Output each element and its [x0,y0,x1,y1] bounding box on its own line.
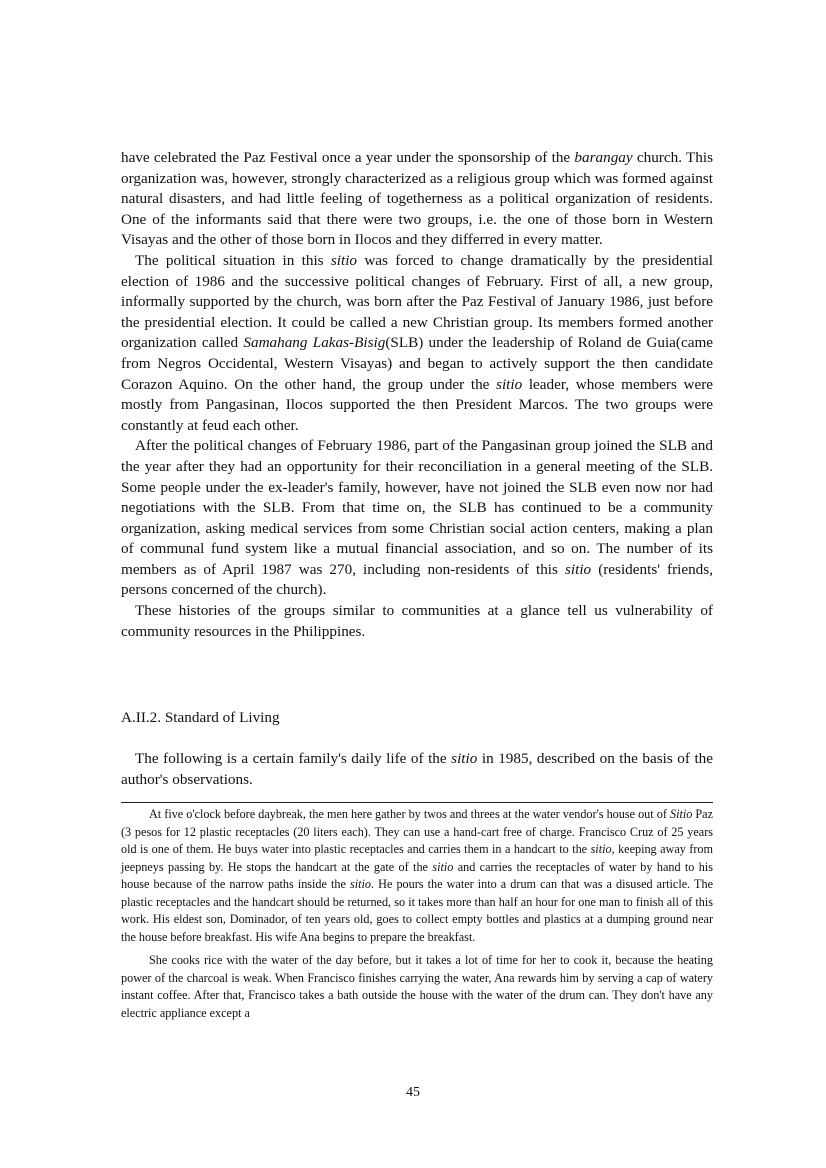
text-run: have celebrated the Paz Festival once a year under the sponsorship of the [121,149,575,166]
italic-term: sitio [590,842,612,856]
text-run: church. This organization was, however, strongly characterized as a religious group which was formed against natural disasters, and had little feeling of togetherness as a political organization of residents. One of the informants said that there were two groups, i.e. the one of those born in Western Visayas and the other of those born in Ilocos and they differred in every matter. [121,149,713,249]
text-run: (SLB) under the leadership of Roland de Guia(came from Negros Occidental, Western Visayas) and began to actively support the then candidate Corazon Aquino. On the other hand, the group under the [121,334,713,393]
text-run: At five o'clock before daybreak, the men here gather by twos and threes at the water vendor's house out of [149,807,670,821]
body-text [121,148,713,642]
section-heading: A.II.2. Standard of Living [121,709,280,726]
italic-term: sitio [564,560,592,578]
paragraph-2 [121,251,713,436]
italic-term: Sitio [669,807,693,821]
text-run: These histories of the groups similar to communities at a glance tell us vulnerability of community resources in the Philippines. [121,602,713,640]
text-run: The political situation in this [135,251,331,269]
italic-term: Samahang Lakas-Bisig [243,334,386,352]
observation-box [121,806,713,1022]
italic-term: sitio [330,251,358,269]
intro-paragraph [121,749,713,790]
intro-text [121,749,713,790]
italic-term: sitio [350,877,372,891]
italic-term: barangay [574,149,633,166]
text-run: . He pours the water into a drum can that was a disused article. The plastic receptacles and the handcart should be returned, so it takes more than half an hour for one man to finish all of this work. His eldest son, Dominador, of ten years old, goes to collect empty bottles and plastics at a dumping ground near the house before breakfast. His wife Ana begins to prepare the breakfast. [121,877,713,944]
text-run: was forced to change dramatically by the presidential election of 1986 and the successive political changes of February. First of all, a new group, informally supported by the church, was born after the Paz Festival of January 1986, just before the presidential election. It could be called a new Christian group. Its members formed another organization called [121,251,713,352]
italic-term: sitio [496,375,523,393]
page-number: 45 [406,1085,420,1100]
text-run: in 1985, described on the basis of the author's observations. [121,750,714,788]
text-run: leader, whose members were mostly from Pangasinan, Ilocos supported the then President Marcos. The two groups were constantly at feud each other. [121,375,713,434]
text-run: and carries the receptacles of water by hand to his house because of the narrow paths inside the [121,859,713,891]
paragraph-4 [121,601,713,642]
italic-term: sitio [451,750,478,767]
text-run: (residents' friends, persons concerned of the church). [121,560,713,599]
italic-term: sitio [432,859,454,874]
text-run: , keeping away from jeepneys passing by. He stops the handcart at the gate of the [121,842,713,874]
paragraph-1 [121,148,713,251]
box-paragraph-1 [121,806,713,946]
text-run: After the political changes of February 1986, part of the Pangasinan group joined the SLB and the year after they had an opportunity for their reconciliation in a general meeting of the SLB. Some people under the ex-leader's family, however, have not joined the SLB even now nor had negotiations with the SLB. From that time on, the SLB has continued to be a community organization, asking medical services from some Christian social action centers, making a plan of communal fund system like a mutual financial association, and so on. The number of its members as of April 1987 was 270, including non-residents of this [121,437,713,578]
paragraph-3 [121,436,713,601]
box-paragraph-2: She cooks rice with the water of the day before, but it takes a lot of time for her to cook it, because the heating power of the charcoal is weak. When Francisco finishes carrying the water, Ana rewards him by serving a cap of watery instant coffee. After that, Francisco takes a bath outside the house with the water of the drum can. They don't have any electric appliance except a [121,953,713,1020]
divider [121,802,713,803]
text-run: The following is a certain family's daily life of the [135,750,452,767]
text-run: Paz (3 pesos for 12 plastic receptacles (20 liters each). They can use a hand-cart free of charge. Francisco Cruz of 25 years old is one of them. He buys water into plastic receptacles and carries them in a handcart to the [121,807,713,856]
